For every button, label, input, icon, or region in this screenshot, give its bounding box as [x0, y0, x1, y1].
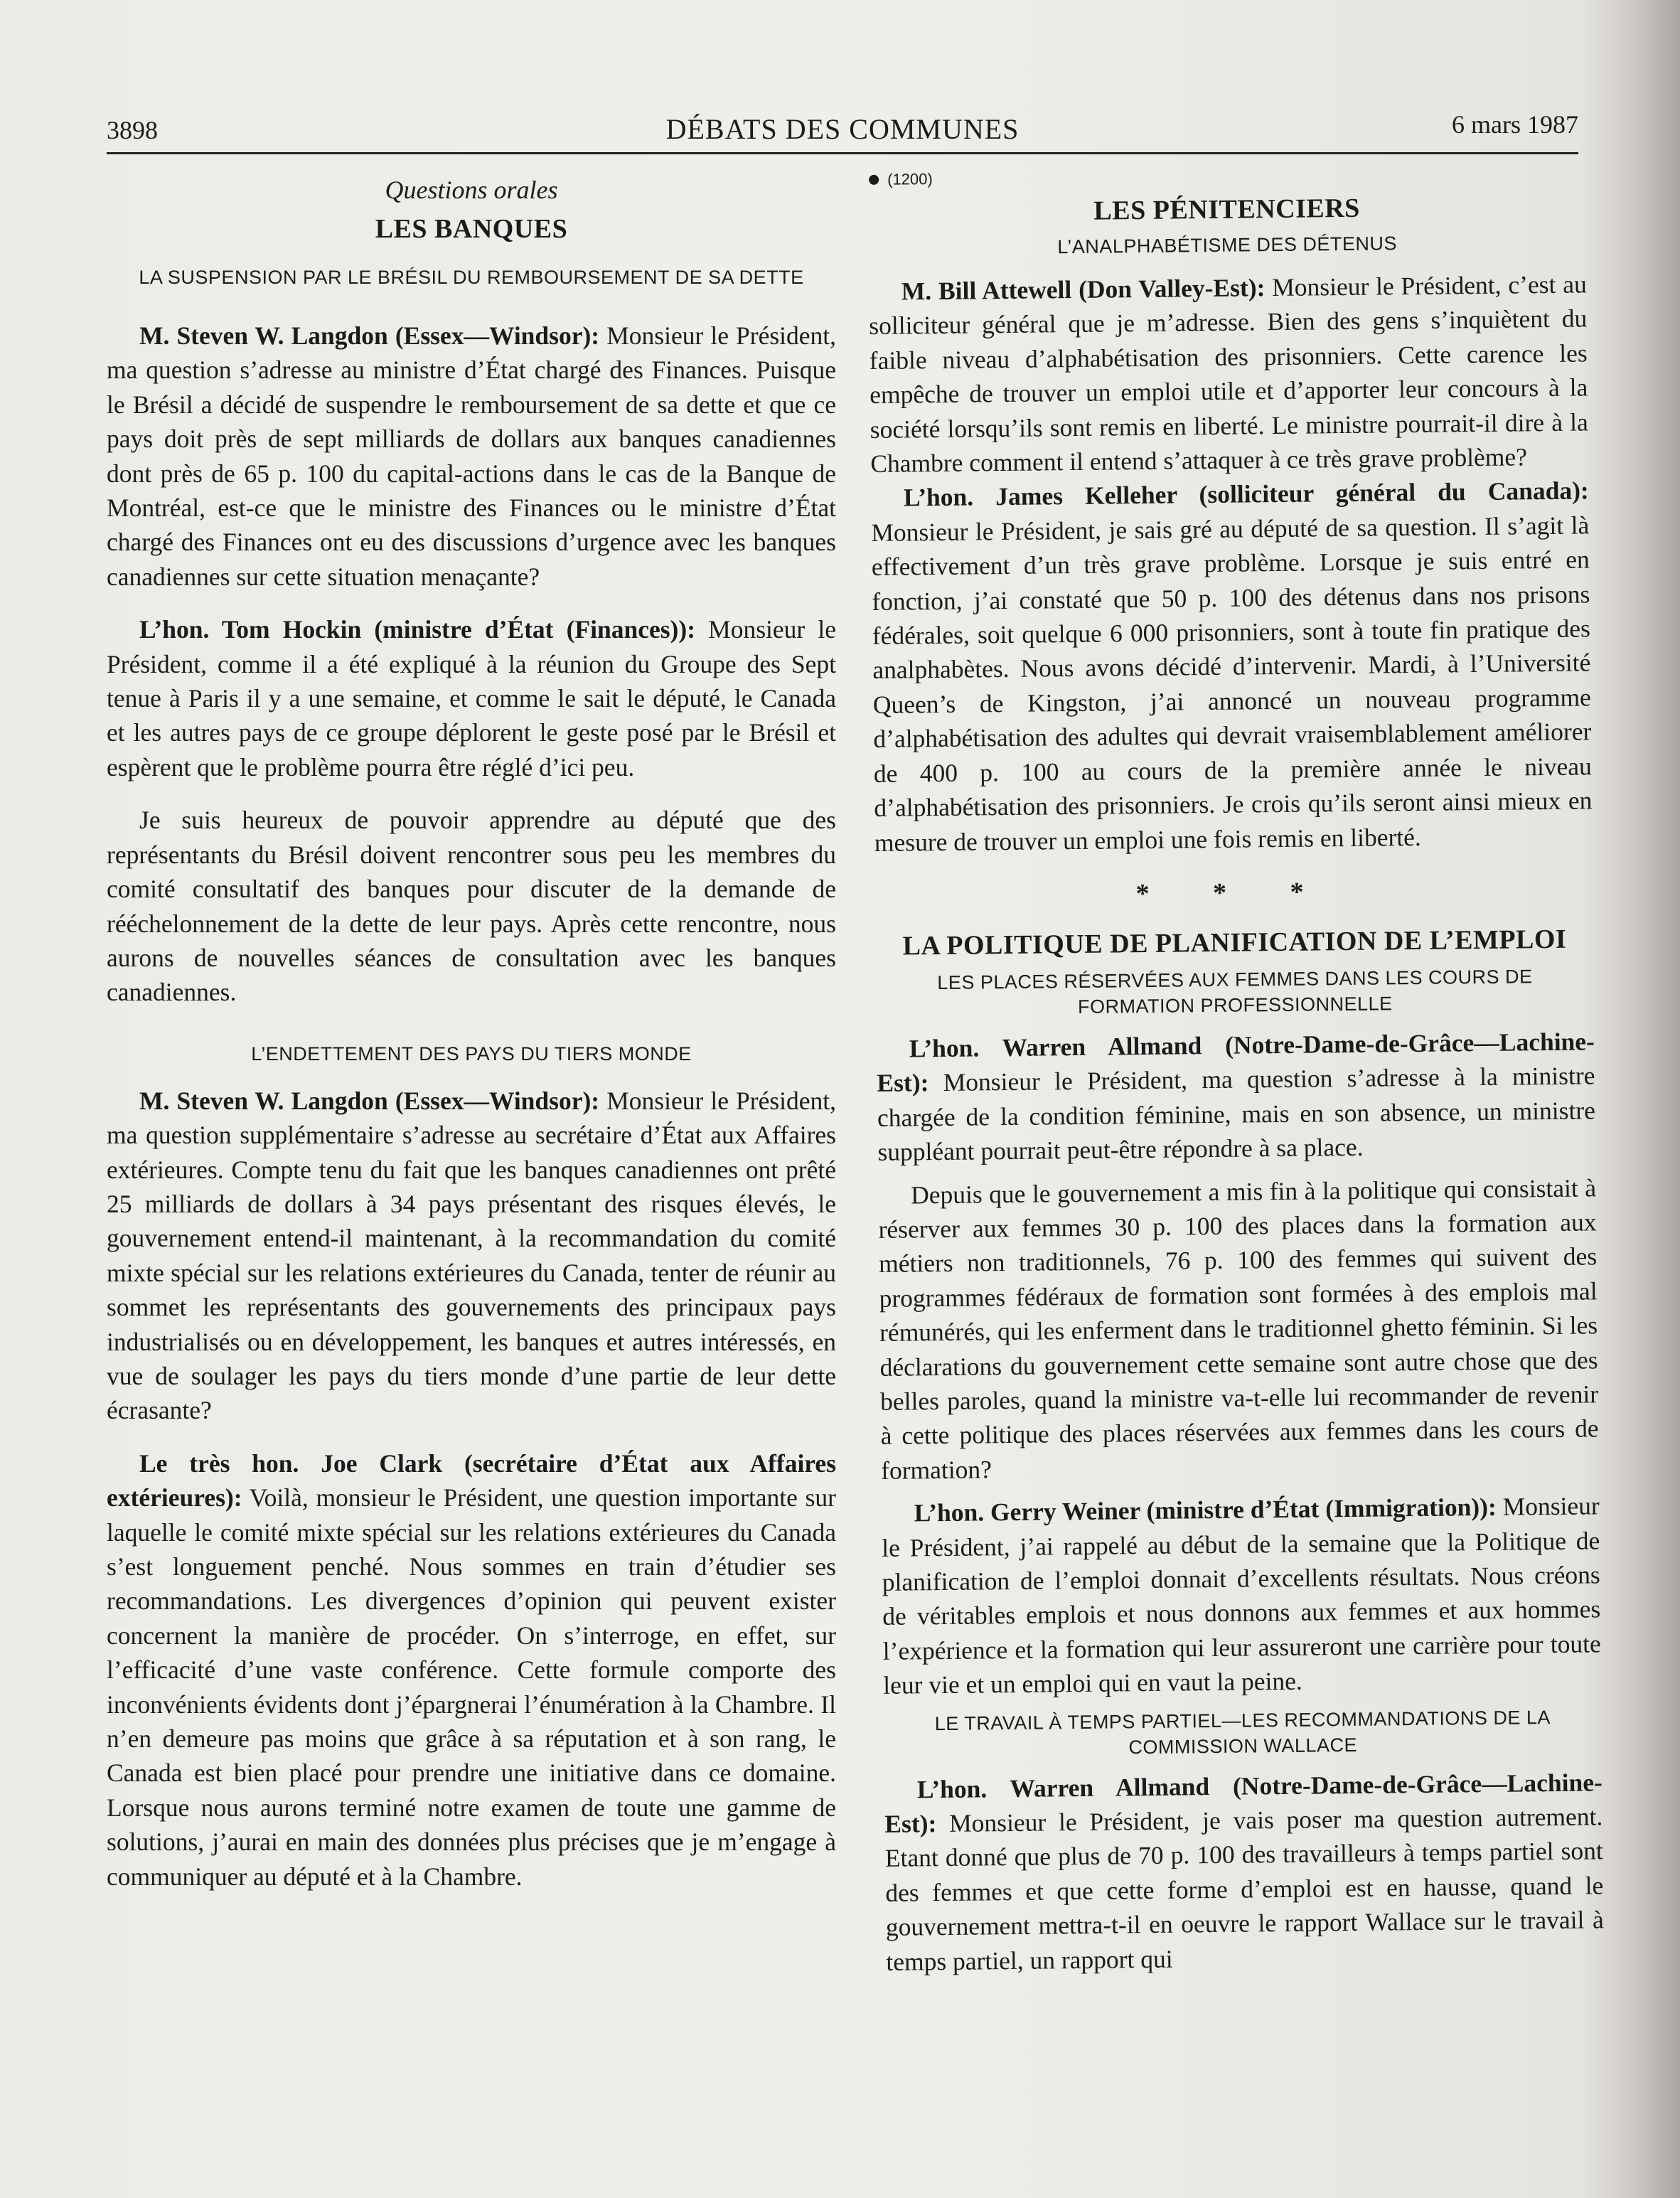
- subheading-analphabetisme: L’ANALPHABÉTISME DES DÉTENUS: [1057, 233, 1398, 258]
- speaker-name: M. Steven W. Langdon (Essex—Windsor):: [139, 1086, 600, 1115]
- page-number: 3898: [107, 116, 158, 144]
- speech-hockin: [107, 612, 836, 784]
- speech-attewell: [869, 267, 1589, 481]
- subheading-endettement: L’ENDETTEMENT DES PAYS DU TIERS MONDE: [251, 1042, 692, 1065]
- subheading-places: LES PLACES RÉSERVÉES AUX FEMMES DANS LES COURS DE FORMATION PROFESSIONNELLE: [937, 966, 1533, 1018]
- time-marker-text: (1200): [887, 170, 933, 188]
- speech-text: Monsieur le Président, ma question s’adresse au ministre d’État chargé des Finances. Puisque le Brésil a décidé de suspendre le remboursement de sa dette et que ce pays doit près de sept milliards de dollars aux banques canadiennes dont près de 65 p. 100 du capital-actions dans le cas de la Banque de Montréal, est-ce que le ministre des Finances ou le ministre d’État chargé des Finances ont eu des discussions d’urgence avec les banques canadiennes sur cette situation menaçante?: [107, 321, 837, 591]
- speech-clark: [107, 1446, 836, 1894]
- speech-allmand-2: [884, 1765, 1605, 1979]
- speech-langdon-1: [107, 319, 836, 594]
- speech-text: Monsieur le Président, j’ai rappelé au début de la semaine que la Politique de planification de l’emploi donnait d’excellents résultats. Nous créons de véritables emplois et nous donnons aux femmes et aux hommes l’expérience et la formation qui leur assureront une carrière pour toute leur vie et un emploi qui en vaut la peine.: [882, 1491, 1601, 1700]
- speech-hockin-cont: Je suis heureux de pouvoir apprendre au député que des représentants du Brésil doivent rencontrer sous peu les membres du comité consultatif des banques pour discuter de la demande de rééchelonnement de la dette de leur pays. Après cette rencontre, nous aurons de nouvelles séances de consultation avec les banques canadiennes.: [107, 806, 836, 1007]
- speech-allmand-1: [877, 1024, 1596, 1169]
- heading-banques: LES BANQUES: [375, 214, 568, 244]
- speaker-name: M. Steven W. Langdon (Essex—Windsor):: [139, 321, 600, 350]
- speech-allmand-1-cont: Depuis que le gouvernement a mis fin à la politique qui consistait à réserver aux femmes 30 p. 100 des places dans la formation aux métiers non traditionnels, 76 p. 100 des femmes qui suivent des programmes fédéraux de formation sont formées à des emplois mal rémunérés, qui les enferment dans le traditionnel ghetto féminin. Si les déclarations du gouvernement cette semaine sont autre chose que des belles paroles, quand la ministre va-t-elle lui recommander de revenir à cette politique des places réservées aux femmes dans les cours de formation?: [878, 1173, 1599, 1485]
- speech-text: Monsieur le Président, je vais poser ma question autrement. Etant donné que plus de 70 p. 100 des travailleurs à temps partiel sont des femmes et que cette forme d’emploi est en hausse, quand le gouvernement mettra-t-il en oeuvre le rapport Wallace sur le travail à temps partiel, un rapport qui: [884, 1802, 1605, 1976]
- speaker-name: L’hon. Warren Allmand (Notre-Dame-de-Grâce—Lachine-Est):: [884, 1767, 1603, 1838]
- publication-title: DÉBATS DES COMMUNES: [665, 113, 1020, 145]
- left-column: [107, 171, 836, 1894]
- speech-text: Monsieur le Président, c’est au solliciteur général que je m’adresse. Bien des gens s’inquiètent du faible niveau d’alphabétisation des prisonniers. Cette carence les empêche de trouver un emploi utile et d’apporter leur concours à la société lorsqu’ils sont remis en liberté. Le ministre pourrait-il dire à la Chambre comment il entend s’attaquer à ce très grave problème?: [869, 270, 1588, 479]
- speech-text: Monsieur le Président, ma question s’adresse à la ministre chargée de la condition féminine, mais en son absence, un ministre suppléant pourrait peut-être répondre à sa place.: [877, 1061, 1596, 1167]
- subheading-temps-partiel: LE TRAVAIL À TEMPS PARTIEL—LES RECOMMANDATIONS DE LA COMMISSION WALLACE: [934, 1706, 1551, 1758]
- speech-langdon-2: [107, 1084, 836, 1428]
- heading-emploi: LA POLITIQUE DE PLANIFICATION DE L’EMPLOI: [902, 924, 1567, 961]
- speech-text: Monsieur le Président, je sais gré au député de sa question. Il s’agit là effectivement d’un très grave problème. Lorsque je suis entré en fonction, j’ai constaté que 50 p. 100 des détenus dans nos prisons fédérales, soit quelque 6 000 prisonniers, sont à toute fin pratique des analphabètes. Nous avons décidé d’intervenir. Mardi, à l’Université Queen’s de Kingston, j’ai annoncé un nouveau programme d’alphabétisation des adultes qui devrait vraisemblablement améliorer de 400 p. 100 au cours de la première année le niveau d’alphabétisation des prisonniers. Je crois qu’ils seront ainsi mieux en mesure de trouver un emploi une fois remis en liberté.: [871, 511, 1593, 857]
- speaker-name: M. Bill Attewell (Don Valley-Est):: [901, 273, 1266, 306]
- speech-text: Monsieur le Président, ma question supplémentaire s’adresse au secrétaire d’État aux Affaires extérieures. Compte tenu du fait que les banques canadiennes ont prêté 25 milliards de dollars à 34 pays présentant des risques élevés, le gouvernement entend-il maintenant, à la recommandation du comité mixte spécial sur les relations extérieures du Canada, tenter de réunir au sommet les représentants des gouvernements des principaux pays industrialisés ou en développement, les banques et autres intéressés, en vue de soulager les pays du tiers monde d’une partie de leur dette écrasante?: [107, 1086, 837, 1425]
- section-separator: * * *: [1135, 877, 1332, 909]
- speaker-name: L’hon. Tom Hockin (ministre d’État (Finances)):: [139, 615, 696, 644]
- speech-weiner: [882, 1489, 1602, 1703]
- heading-penitenciers: LES PÉNITENCIERS: [1093, 193, 1361, 226]
- bullet-icon: [869, 175, 879, 185]
- speech-text: Voilà, monsieur le Président, une question importante sur laquelle le comité mixte spécial sur les relations extérieures du Canada s’est longuement penché. Nous sommes en train d’étudier ses recommandations. Les divergences d’opinion qui peuvent exister concernent la manière de procéder. On s’interroge, en effet, sur l’efficacité d’une vaste conférence. Cette formule comporte des inconvénients évidents dont j’épargnerai l’énumération à la Chambre. Il n’en demeure pas moins que grâce à sa réputation et à son rang, le Canada est bien placé pour prendre une initiative dans ce domaine. Lorsque nous aurons terminé notre examen de toute une gamme de solutions, j’aurai en main des données plus précises que je m’engage à communiquer au député et à la Chambre.: [107, 1483, 836, 1891]
- speech-kelleher: [871, 474, 1593, 860]
- speaker-name: Le très hon. Joe Clark (secrétaire d’État aux Affaires extérieures):: [107, 1449, 836, 1513]
- time-marker: [869, 163, 1585, 189]
- right-column: [867, 170, 1605, 1979]
- section-label: Questions orales: [385, 176, 558, 204]
- speaker-name: L’hon. James Kelleher (solliciteur général du Canada):: [903, 476, 1589, 512]
- subheading-bresil: LA SUSPENSION PAR LE BRÉSIL DU REMBOURSEMENT DE SA DETTE: [139, 267, 804, 288]
- page-header: [107, 107, 1578, 154]
- speaker-name: L’hon. Gerry Weiner (ministre d’État (Immigration)):: [914, 1493, 1497, 1527]
- speaker-name: L’hon. Warren Allmand (Notre-Dame-de-Grâce—Lachine-Est):: [877, 1027, 1595, 1098]
- publication-date: 6 mars 1987: [1452, 110, 1578, 139]
- speech-text: Monsieur le Président, comme il a été expliqué à la réunion du Groupe des Sept tenue à Paris il y a une semaine, et comme le sait le député, le Canada et les autres pays de ce groupe déplorent le geste posé par le Brésil et espèrent que le problème pourra être réglé d’ici peu.: [107, 615, 836, 781]
